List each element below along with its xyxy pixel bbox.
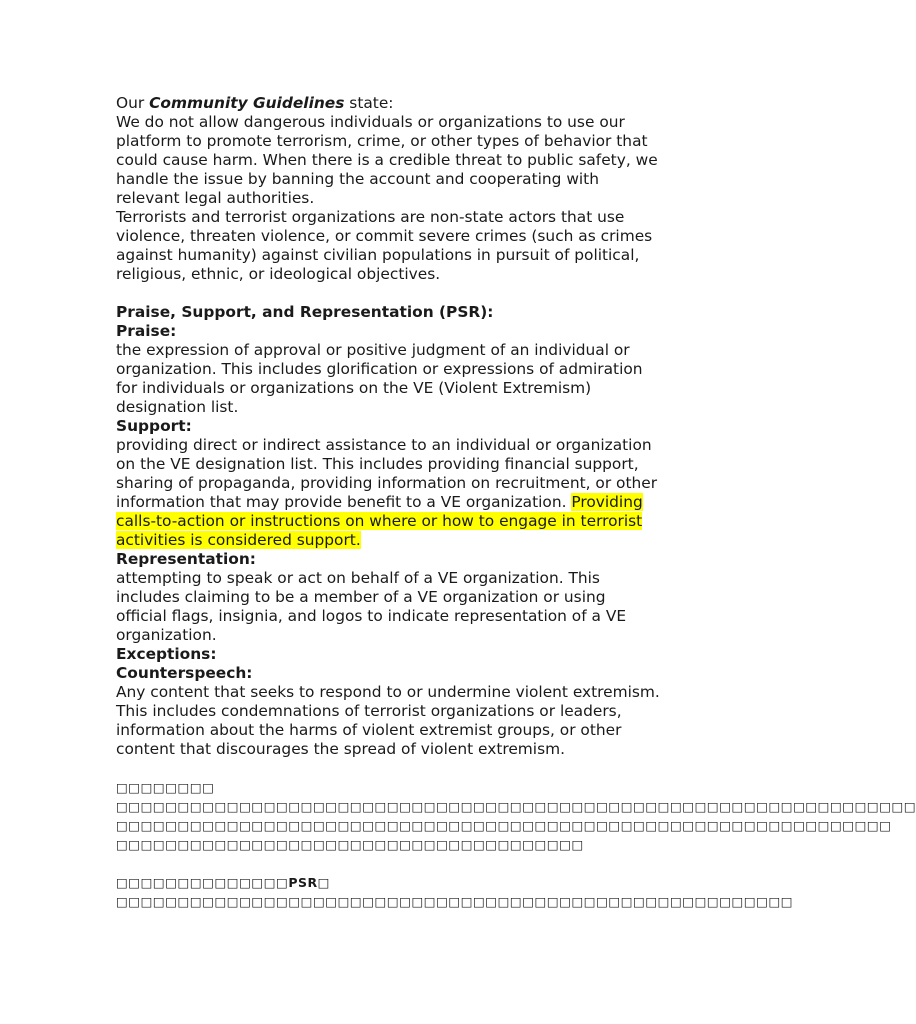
translation-psr-suffix: □ — [317, 875, 330, 890]
support-highlight: Providing calls-to-action or instructions on where or how to engage in terrorist activities is considered support. — [116, 493, 643, 549]
praise-text: the expression of approval or positive judgment of an individual or organization. This includes glorification or expressions of admiration for individuals or organizations on the VE (Violent Extremism) designation list. — [116, 341, 643, 416]
terrorist-definition-paragraph: Terrorists and terrorist organizations are non-state actors that use violence, threaten violence, or commit severe crimes (such as crimes against humanity) against civilian populations in pursuit of political, religious, ethnic, or ideological objectives. — [116, 208, 653, 283]
support-heading: Support: — [116, 417, 192, 435]
spacer — [116, 759, 661, 778]
representation-heading: Representation: — [116, 550, 256, 568]
exceptions-heading: Exceptions: — [116, 645, 217, 663]
translation-psr-label: PSR — [288, 875, 318, 890]
policy-paragraph: We do not allow dangerous individuals or organizations to use our platform to promote terrorism, crime, or other types of behavior that could cause harm. When there is a credible threat to public safety, we handle the issue by banning the account and cooperating with relevant legal authorities. — [116, 113, 658, 207]
spacer — [116, 854, 661, 873]
translation-line: □□□□□□□□□□□□□□□□□□□□□□□□□□□□□□□□□□□□□□□□□□□□□□□□□□□□□□□□□□□□□□□□□ — [116, 799, 916, 814]
translation-line: □□□□□□□□□□□□□□□□□□□□□□□□□□□□□□□□□□□□□□□□□□□□□□□□□□□□□□□ — [116, 894, 794, 909]
translation-psr-heading — [116, 873, 661, 892]
translation-line: □□□□□□□□ — [116, 780, 215, 795]
counterspeech-text: Any content that seeks to respond to or undermine violent extremism. This includes condemnations of terrorist organizations or leaders, information about the harms of violent extremist groups, or other content that discourages the spread of violent extremism. — [116, 683, 660, 758]
translation-line: □□□□□□□□□□□□□□□□□□□□□□□□□□□□□□□□□□□□□□ — [116, 837, 584, 852]
document-page — [116, 94, 916, 911]
psr-heading: Praise, Support, and Representation (PSR): — [116, 303, 494, 321]
community-guidelines-title: Community Guidelines — [149, 94, 345, 112]
translation-line: □□□□□□□□□□□□□□□□□□□□□□□□□□□□□□□□□□□□□□□□□□□□□□□□□□□□□□□□□□□□□□□ — [116, 818, 892, 833]
intro-suffix: state: — [344, 94, 394, 112]
praise-heading: Praise: — [116, 322, 177, 340]
spacer — [116, 284, 661, 303]
support-paragraph — [116, 436, 661, 550]
support-text: providing direct or indirect assistance to an individual or organization on the VE designation list. This includes providing financial support, sharing of propaganda, providing information on recruitment, or other information that may provide benefit to a VE organization. — [116, 436, 658, 511]
counterspeech-heading: Counterspeech: — [116, 664, 253, 682]
intro-prefix: Our — [116, 94, 150, 112]
translation-psr-prefix: □□□□□□□□□□□□□□ — [116, 875, 289, 890]
intro-line — [116, 94, 661, 113]
representation-text: attempting to speak or act on behalf of a VE organization. This includes claiming to be a member of a VE organization or using official flags, insignia, and logos to indicate representation of a VE organization. — [116, 569, 627, 644]
